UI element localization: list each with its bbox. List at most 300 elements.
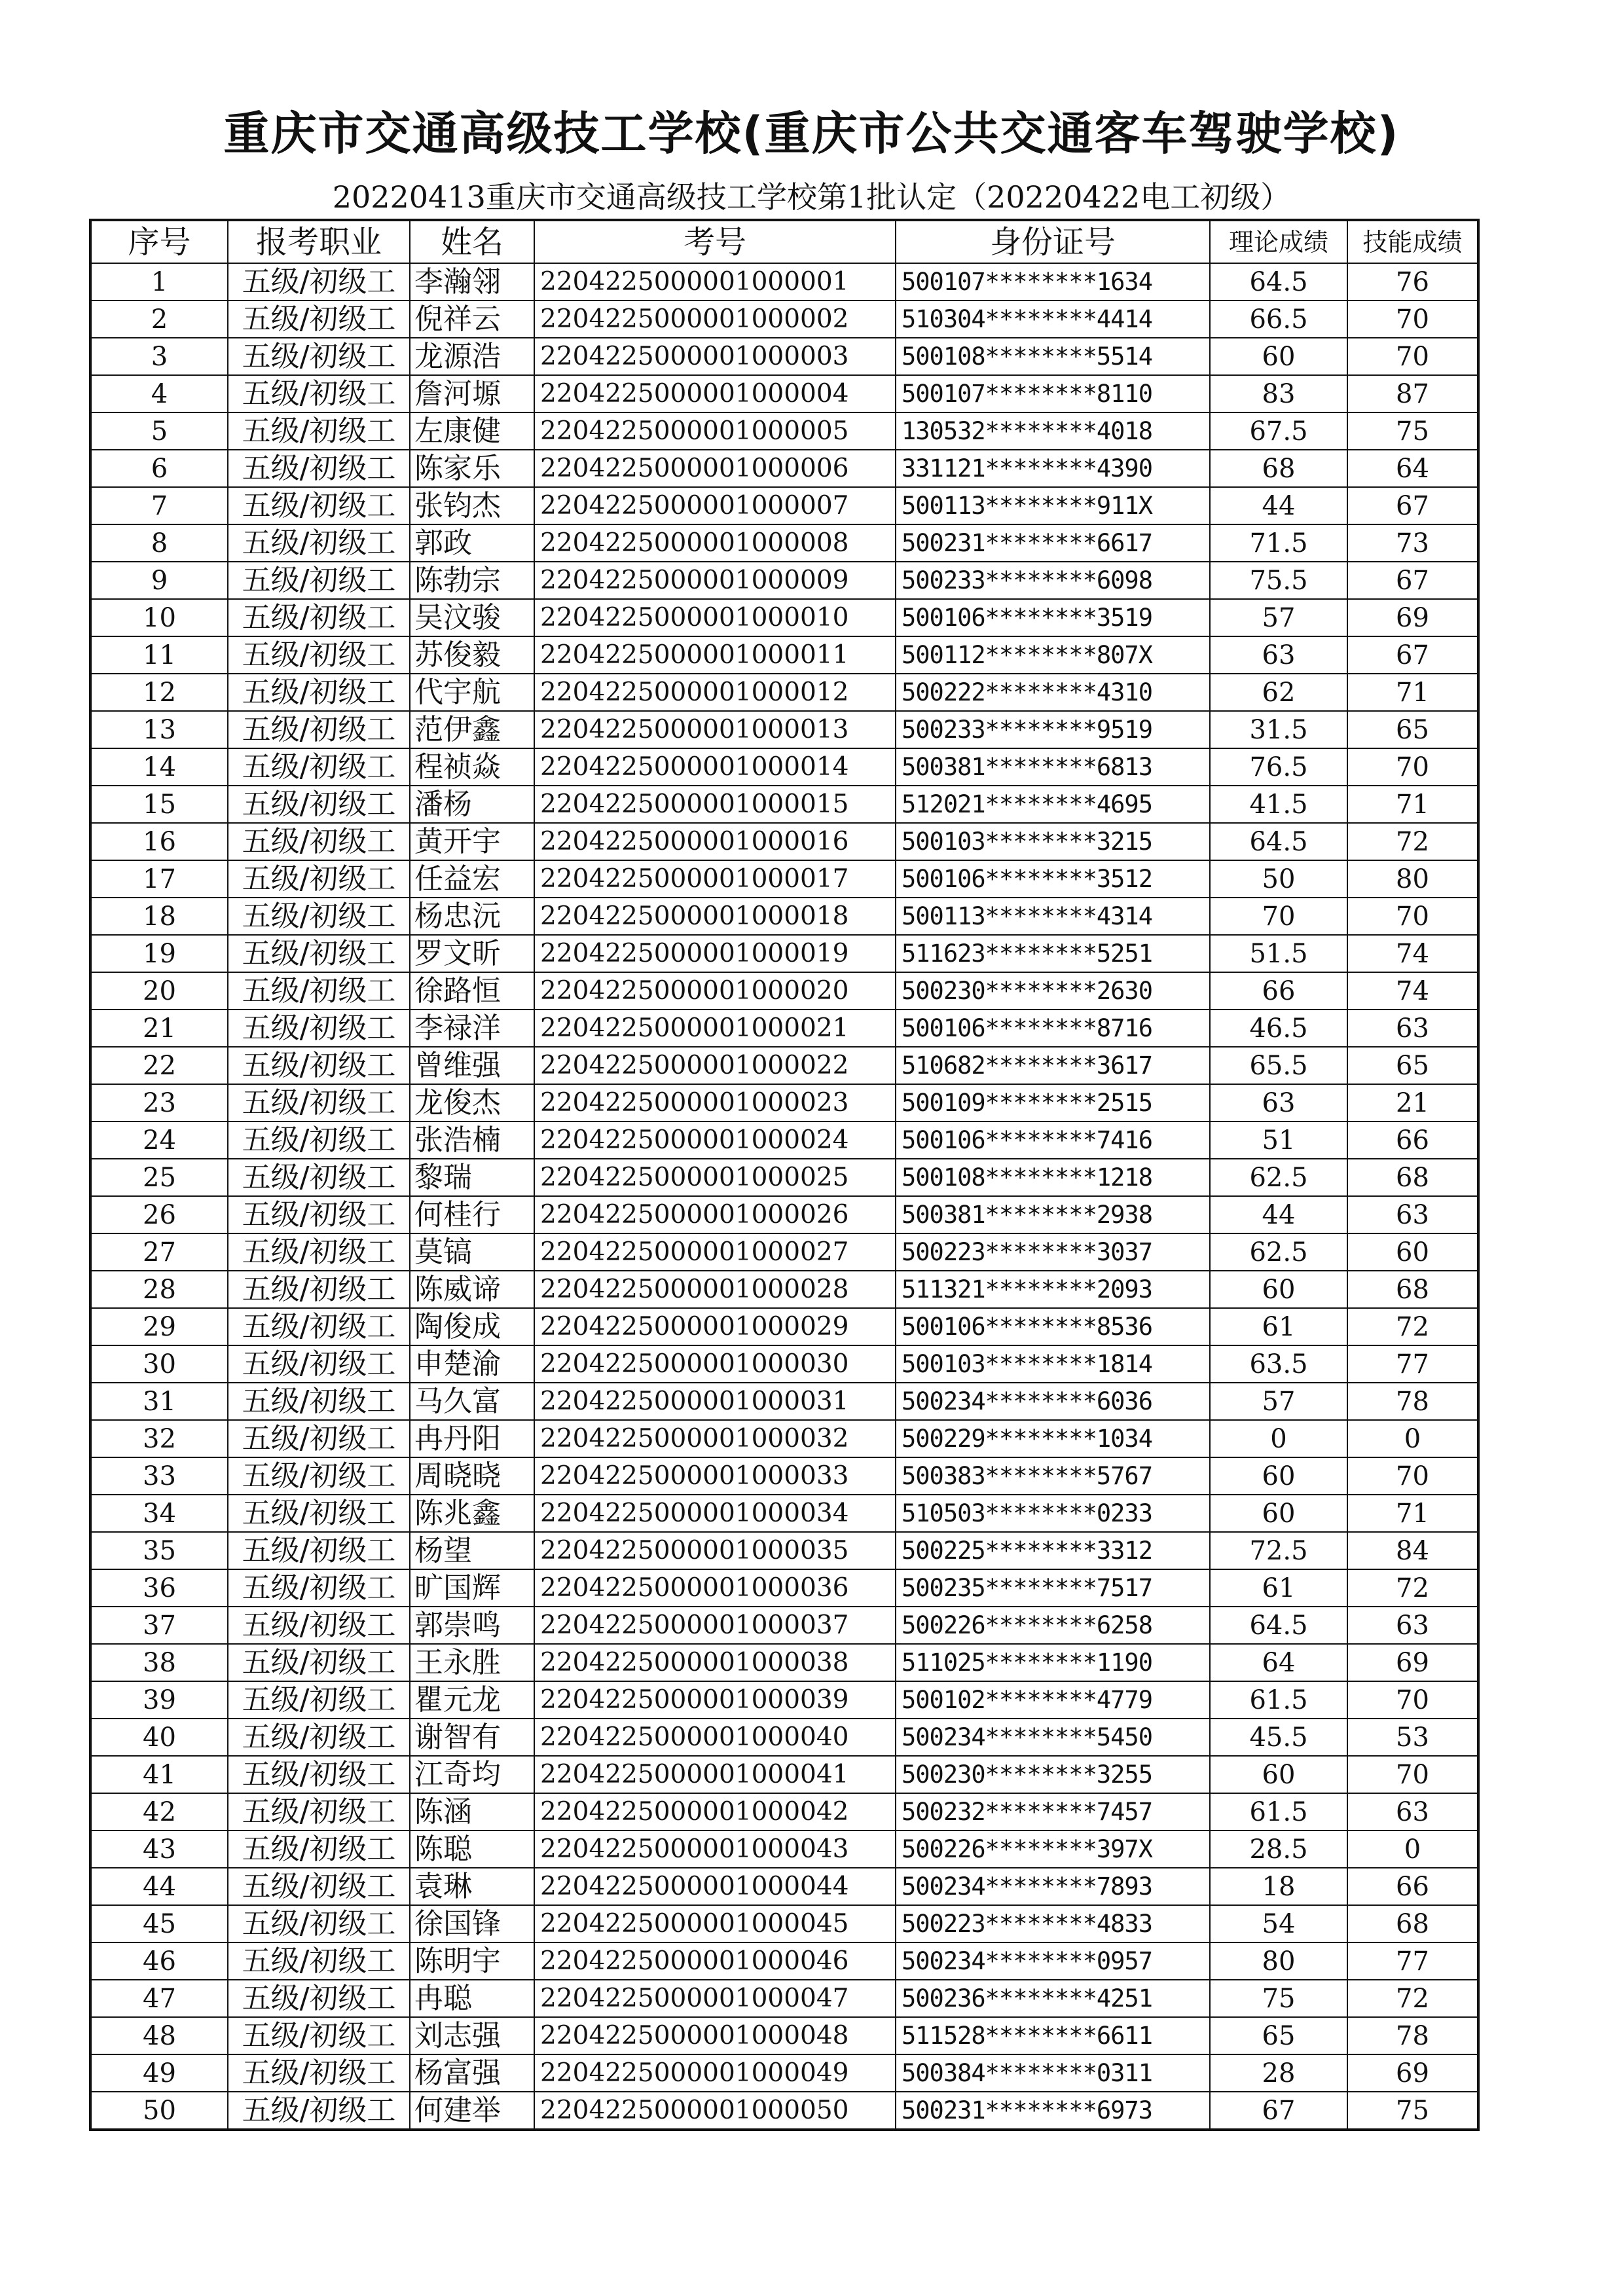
cell-skill-score: 66 (1347, 1121, 1478, 1159)
cell-seq: 4 (90, 375, 228, 412)
cell-id-no: 500109********2515 (896, 1084, 1210, 1121)
cell-level: 五级/初级工 (228, 1047, 410, 1084)
cell-level: 五级/初级工 (228, 1420, 410, 1457)
cell-level: 五级/初级工 (228, 301, 410, 338)
cell-level: 五级/初级工 (228, 1793, 410, 1831)
cell-id-no: 500103********1814 (896, 1345, 1210, 1383)
cell-seq: 41 (90, 1756, 228, 1793)
cell-seq: 26 (90, 1196, 228, 1233)
cell-name: 曾维强 (410, 1047, 534, 1084)
cell-id-no: 500225********3312 (896, 1532, 1210, 1569)
cell-exam-no: 2204225000001000005 (534, 412, 896, 450)
header-name: 姓名 (410, 220, 534, 263)
cell-name: 陶俊成 (410, 1308, 534, 1345)
cell-name: 郭崇鸣 (410, 1607, 534, 1644)
table-row (90, 1420, 1478, 1457)
cell-seq: 1 (90, 263, 228, 301)
cell-seq: 32 (90, 1420, 228, 1457)
cell-skill-score: 87 (1347, 375, 1478, 412)
cell-level: 五级/初级工 (228, 935, 410, 972)
cell-id-no: 500384********0311 (896, 2054, 1210, 2092)
cell-seq: 31 (90, 1383, 228, 1420)
cell-skill-score: 65 (1347, 711, 1478, 748)
cell-level: 五级/初级工 (228, 1719, 410, 1756)
cell-id-no: 500234********6036 (896, 1383, 1210, 1420)
cell-name: 代宇航 (410, 674, 534, 711)
table-row (90, 301, 1478, 338)
cell-seq: 19 (90, 935, 228, 972)
header-exam-no: 考号 (534, 220, 896, 263)
cell-exam-no: 2204225000001000008 (534, 524, 896, 562)
cell-exam-no: 2204225000001000001 (534, 263, 896, 301)
cell-level: 五级/初级工 (228, 860, 410, 898)
table-row (90, 1831, 1478, 1868)
cell-exam-no: 2204225000001000037 (534, 1607, 896, 1644)
cell-exam-no: 2204225000001000012 (534, 674, 896, 711)
cell-seq: 43 (90, 1831, 228, 1868)
cell-theory-score: 62.5 (1210, 1233, 1347, 1271)
header-row (90, 220, 1478, 263)
cell-id-no: 500233********6098 (896, 562, 1210, 599)
cell-id-no: 500381********6813 (896, 748, 1210, 786)
cell-theory-score: 65 (1210, 2017, 1347, 2054)
table-row (90, 562, 1478, 599)
cell-skill-score: 78 (1347, 1383, 1478, 1420)
table-row (90, 1569, 1478, 1607)
cell-exam-no: 2204225000001000036 (534, 1569, 896, 1607)
cell-exam-no: 2204225000001000014 (534, 748, 896, 786)
cell-exam-no: 2204225000001000019 (534, 935, 896, 972)
cell-name: 何桂行 (410, 1196, 534, 1233)
cell-level: 五级/初级工 (228, 1084, 410, 1121)
cell-seq: 50 (90, 2092, 228, 2130)
cell-id-no: 500232********7457 (896, 1793, 1210, 1831)
cell-level: 五级/初级工 (228, 338, 410, 375)
cell-skill-score: 0 (1347, 1831, 1478, 1868)
table-row (90, 1010, 1478, 1047)
cell-name: 陈家乐 (410, 450, 534, 487)
cell-theory-score: 83 (1210, 375, 1347, 412)
cell-level: 五级/初级工 (228, 898, 410, 935)
cell-id-no: 500231********6973 (896, 2092, 1210, 2130)
cell-id-no: 500108********5514 (896, 338, 1210, 375)
cell-theory-score: 44 (1210, 487, 1347, 524)
table-row (90, 860, 1478, 898)
cell-seq: 6 (90, 450, 228, 487)
cell-id-no: 500229********1034 (896, 1420, 1210, 1457)
cell-name: 申楚渝 (410, 1345, 534, 1383)
table-row (90, 1868, 1478, 1905)
cell-skill-score: 64 (1347, 450, 1478, 487)
table-row (90, 2017, 1478, 2054)
cell-level: 五级/初级工 (228, 1271, 410, 1308)
cell-name: 郭政 (410, 524, 534, 562)
table-row (90, 524, 1478, 562)
cell-seq: 36 (90, 1569, 228, 1607)
table-row (90, 711, 1478, 748)
cell-level: 五级/初级工 (228, 2017, 410, 2054)
cell-id-no: 500235********7517 (896, 1569, 1210, 1607)
table-row (90, 450, 1478, 487)
cell-seq: 39 (90, 1681, 228, 1719)
cell-theory-score: 18 (1210, 1868, 1347, 1905)
cell-name: 苏俊毅 (410, 636, 534, 674)
cell-name: 程祯焱 (410, 748, 534, 786)
cell-id-no: 511321********2093 (896, 1271, 1210, 1308)
cell-seq: 27 (90, 1233, 228, 1271)
cell-theory-score: 60 (1210, 1271, 1347, 1308)
cell-level: 五级/初级工 (228, 412, 410, 450)
cell-seq: 46 (90, 1942, 228, 1980)
cell-level: 五级/初级工 (228, 1010, 410, 1047)
cell-exam-no: 2204225000001000050 (534, 2092, 896, 2130)
cell-exam-no: 2204225000001000041 (534, 1756, 896, 1793)
cell-theory-score: 41.5 (1210, 786, 1347, 823)
table-row (90, 898, 1478, 935)
cell-name: 杨富强 (410, 2054, 534, 2092)
cell-exam-no: 2204225000001000038 (534, 1644, 896, 1681)
cell-skill-score: 73 (1347, 524, 1478, 562)
cell-id-no: 500113********4314 (896, 898, 1210, 935)
cell-name: 谢智有 (410, 1719, 534, 1756)
table-row (90, 1644, 1478, 1681)
cell-id-no: 500226********397X (896, 1831, 1210, 1868)
cell-theory-score: 65.5 (1210, 1047, 1347, 1084)
cell-skill-score: 63 (1347, 1793, 1478, 1831)
cell-skill-score: 63 (1347, 1196, 1478, 1233)
cell-exam-no: 2204225000001000029 (534, 1308, 896, 1345)
cell-theory-score: 80 (1210, 1942, 1347, 1980)
cell-seq: 28 (90, 1271, 228, 1308)
cell-seq: 7 (90, 487, 228, 524)
cell-skill-score: 72 (1347, 1980, 1478, 2017)
cell-level: 五级/初级工 (228, 1159, 410, 1196)
cell-skill-score: 70 (1347, 898, 1478, 935)
cell-id-no: 500234********7893 (896, 1868, 1210, 1905)
cell-theory-score: 68 (1210, 450, 1347, 487)
cell-level: 五级/初级工 (228, 1345, 410, 1383)
cell-seq: 25 (90, 1159, 228, 1196)
table-row (90, 1233, 1478, 1271)
cell-theory-score: 60 (1210, 338, 1347, 375)
table-row (90, 2054, 1478, 2092)
cell-id-no: 500223********3037 (896, 1233, 1210, 1271)
cell-seq: 13 (90, 711, 228, 748)
cell-skill-score: 67 (1347, 636, 1478, 674)
cell-theory-score: 62 (1210, 674, 1347, 711)
cell-name: 李禄洋 (410, 1010, 534, 1047)
cell-seq: 24 (90, 1121, 228, 1159)
cell-skill-score: 67 (1347, 487, 1478, 524)
cell-level: 五级/初级工 (228, 599, 410, 636)
cell-name: 詹河塬 (410, 375, 534, 412)
cell-level: 五级/初级工 (228, 1532, 410, 1569)
cell-id-no: 500236********4251 (896, 1980, 1210, 2017)
table-row (90, 748, 1478, 786)
cell-seq: 14 (90, 748, 228, 786)
cell-skill-score: 69 (1347, 1644, 1478, 1681)
cell-exam-no: 2204225000001000042 (534, 1793, 896, 1831)
cell-seq: 11 (90, 636, 228, 674)
table-row (90, 1532, 1478, 1569)
cell-name: 瞿元龙 (410, 1681, 534, 1719)
cell-id-no: 511623********5251 (896, 935, 1210, 972)
table-row (90, 823, 1478, 860)
table-row (90, 1942, 1478, 1980)
cell-theory-score: 61 (1210, 1308, 1347, 1345)
cell-skill-score: 66 (1347, 1868, 1478, 1905)
table-row (90, 636, 1478, 674)
table-row (90, 1084, 1478, 1121)
cell-exam-no: 2204225000001000004 (534, 375, 896, 412)
table-row (90, 487, 1478, 524)
cell-name: 李瀚翎 (410, 263, 534, 301)
cell-theory-score: 66.5 (1210, 301, 1347, 338)
cell-seq: 29 (90, 1308, 228, 1345)
table-row (90, 263, 1478, 301)
table-row (90, 1196, 1478, 1233)
cell-name: 旷国辉 (410, 1569, 534, 1607)
cell-level: 五级/初级工 (228, 1756, 410, 1793)
cell-skill-score: 70 (1347, 1681, 1478, 1719)
cell-name: 杨忠沅 (410, 898, 534, 935)
cell-skill-score: 71 (1347, 786, 1478, 823)
cell-theory-score: 75.5 (1210, 562, 1347, 599)
cell-name: 陈涵 (410, 1793, 534, 1831)
cell-exam-no: 2204225000001000021 (534, 1010, 896, 1047)
cell-id-no: 500102********4779 (896, 1681, 1210, 1719)
cell-skill-score: 0 (1347, 1420, 1478, 1457)
cell-level: 五级/初级工 (228, 562, 410, 599)
cell-theory-score: 54 (1210, 1905, 1347, 1942)
cell-seq: 45 (90, 1905, 228, 1942)
cell-name: 潘杨 (410, 786, 534, 823)
cell-id-no: 500106********3512 (896, 860, 1210, 898)
cell-id-no: 500234********5450 (896, 1719, 1210, 1756)
cell-theory-score: 50 (1210, 860, 1347, 898)
cell-id-no: 500233********9519 (896, 711, 1210, 748)
cell-name: 罗文昕 (410, 935, 534, 972)
table-body (90, 263, 1478, 2130)
cell-name: 龙俊杰 (410, 1084, 534, 1121)
cell-exam-no: 2204225000001000023 (534, 1084, 896, 1121)
cell-seq: 47 (90, 1980, 228, 2017)
cell-id-no: 511025********1190 (896, 1644, 1210, 1681)
cell-exam-no: 2204225000001000003 (534, 338, 896, 375)
cell-id-no: 500234********0957 (896, 1942, 1210, 1980)
cell-skill-score: 71 (1347, 674, 1478, 711)
cell-exam-no: 2204225000001000009 (534, 562, 896, 599)
cell-exam-no: 2204225000001000020 (534, 972, 896, 1010)
table-row (90, 599, 1478, 636)
cell-name: 何建举 (410, 2092, 534, 2130)
cell-id-no: 500231********6617 (896, 524, 1210, 562)
cell-theory-score: 67.5 (1210, 412, 1347, 450)
cell-id-no: 500226********6258 (896, 1607, 1210, 1644)
cell-exam-no: 2204225000001000026 (534, 1196, 896, 1233)
cell-seq: 16 (90, 823, 228, 860)
cell-skill-score: 84 (1347, 1532, 1478, 1569)
cell-theory-score: 28.5 (1210, 1831, 1347, 1868)
cell-exam-no: 2204225000001000044 (534, 1868, 896, 1905)
cell-seq: 18 (90, 898, 228, 935)
cell-skill-score: 75 (1347, 2092, 1478, 2130)
cell-name: 张浩楠 (410, 1121, 534, 1159)
cell-theory-score: 64.5 (1210, 823, 1347, 860)
cell-exam-no: 2204225000001000006 (534, 450, 896, 487)
cell-skill-score: 77 (1347, 1942, 1478, 1980)
table-row (90, 1793, 1478, 1831)
table-row (90, 1905, 1478, 1942)
cell-skill-score: 68 (1347, 1271, 1478, 1308)
cell-theory-score: 76.5 (1210, 748, 1347, 786)
cell-theory-score: 61.5 (1210, 1681, 1347, 1719)
cell-seq: 30 (90, 1345, 228, 1383)
cell-skill-score: 70 (1347, 1457, 1478, 1495)
cell-exam-no: 2204225000001000024 (534, 1121, 896, 1159)
cell-exam-no: 2204225000001000049 (534, 2054, 896, 2092)
header-skill-score: 技能成绩 (1347, 220, 1478, 263)
cell-seq: 37 (90, 1607, 228, 1644)
cell-id-no: 500106********8536 (896, 1308, 1210, 1345)
cell-exam-no: 2204225000001000040 (534, 1719, 896, 1756)
cell-skill-score: 69 (1347, 599, 1478, 636)
header-seq: 序号 (90, 220, 228, 263)
cell-name: 陈明宇 (410, 1942, 534, 1980)
cell-skill-score: 71 (1347, 1495, 1478, 1532)
cell-seq: 44 (90, 1868, 228, 1905)
cell-level: 五级/初级工 (228, 524, 410, 562)
cell-skill-score: 63 (1347, 1010, 1478, 1047)
cell-skill-score: 21 (1347, 1084, 1478, 1121)
cell-name: 倪祥云 (410, 301, 534, 338)
cell-skill-score: 72 (1347, 1308, 1478, 1345)
table-row (90, 1980, 1478, 2017)
cell-theory-score: 66 (1210, 972, 1347, 1010)
table-row (90, 1159, 1478, 1196)
cell-skill-score: 75 (1347, 412, 1478, 450)
cell-id-no: 500230********3255 (896, 1756, 1210, 1793)
cell-theory-score: 71.5 (1210, 524, 1347, 562)
table-row (90, 935, 1478, 972)
cell-name: 张钧杰 (410, 487, 534, 524)
cell-seq: 21 (90, 1010, 228, 1047)
cell-exam-no: 2204225000001000045 (534, 1905, 896, 1942)
document-subtitle: 20220413重庆市交通高级技工学校第1批认定（20220422电工初级） (332, 179, 1291, 215)
cell-exam-no: 2204225000001000017 (534, 860, 896, 898)
table-row (90, 338, 1478, 375)
cell-level: 五级/初级工 (228, 1457, 410, 1495)
header-level: 报考职业 (228, 220, 410, 263)
cell-theory-score: 63 (1210, 1084, 1347, 1121)
cell-theory-score: 64 (1210, 1644, 1347, 1681)
cell-exam-no: 2204225000001000002 (534, 301, 896, 338)
score-table (89, 219, 1480, 2131)
cell-seq: 38 (90, 1644, 228, 1681)
cell-level: 五级/初级工 (228, 375, 410, 412)
table-header (90, 220, 1478, 263)
cell-theory-score: 57 (1210, 1383, 1347, 1420)
cell-level: 五级/初级工 (228, 1980, 410, 2017)
cell-seq: 48 (90, 2017, 228, 2054)
cell-exam-no: 2204225000001000016 (534, 823, 896, 860)
cell-exam-no: 2204225000001000015 (534, 786, 896, 823)
cell-seq: 17 (90, 860, 228, 898)
table-row (90, 1271, 1478, 1308)
cell-level: 五级/初级工 (228, 1681, 410, 1719)
cell-skill-score: 69 (1347, 2054, 1478, 2092)
table-row (90, 1457, 1478, 1495)
cell-theory-score: 44 (1210, 1196, 1347, 1233)
cell-seq: 12 (90, 674, 228, 711)
cell-name: 范伊鑫 (410, 711, 534, 748)
cell-name: 徐路恒 (410, 972, 534, 1010)
cell-exam-no: 2204225000001000022 (534, 1047, 896, 1084)
cell-id-no: 500222********4310 (896, 674, 1210, 711)
cell-exam-no: 2204225000001000007 (534, 487, 896, 524)
cell-id-no: 130532********4018 (896, 412, 1210, 450)
cell-level: 五级/初级工 (228, 972, 410, 1010)
cell-name: 龙源浩 (410, 338, 534, 375)
cell-id-no: 500383********5767 (896, 1457, 1210, 1495)
cell-theory-score: 45.5 (1210, 1719, 1347, 1756)
cell-exam-no: 2204225000001000035 (534, 1532, 896, 1569)
cell-seq: 2 (90, 301, 228, 338)
cell-skill-score: 72 (1347, 1569, 1478, 1607)
cell-theory-score: 0 (1210, 1420, 1347, 1457)
cell-name: 陈勃宗 (410, 562, 534, 599)
cell-seq: 20 (90, 972, 228, 1010)
cell-theory-score: 72.5 (1210, 1532, 1347, 1569)
document-title: 重庆市交通高级技工学校(重庆市公共交通客车驾驶学校) (223, 107, 1400, 160)
cell-id-no: 500381********2938 (896, 1196, 1210, 1233)
cell-name: 左康健 (410, 412, 534, 450)
cell-theory-score: 51.5 (1210, 935, 1347, 972)
cell-skill-score: 70 (1347, 1756, 1478, 1793)
cell-exam-no: 2204225000001000025 (534, 1159, 896, 1196)
cell-id-no: 331121********4390 (896, 450, 1210, 487)
table-row (90, 1607, 1478, 1644)
cell-seq: 5 (90, 412, 228, 450)
table-row (90, 412, 1478, 450)
cell-skill-score: 76 (1347, 263, 1478, 301)
cell-theory-score: 60 (1210, 1457, 1347, 1495)
cell-id-no: 500106********7416 (896, 1121, 1210, 1159)
cell-level: 五级/初级工 (228, 450, 410, 487)
cell-theory-score: 28 (1210, 2054, 1347, 2092)
cell-level: 五级/初级工 (228, 263, 410, 301)
cell-seq: 10 (90, 599, 228, 636)
cell-level: 五级/初级工 (228, 1942, 410, 1980)
cell-level: 五级/初级工 (228, 711, 410, 748)
cell-skill-score: 78 (1347, 2017, 1478, 2054)
cell-skill-score: 74 (1347, 972, 1478, 1010)
cell-theory-score: 64.5 (1210, 263, 1347, 301)
cell-theory-score: 61.5 (1210, 1793, 1347, 1831)
cell-level: 五级/初级工 (228, 786, 410, 823)
cell-skill-score: 53 (1347, 1719, 1478, 1756)
cell-name: 冉丹阳 (410, 1420, 534, 1457)
cell-level: 五级/初级工 (228, 1644, 410, 1681)
cell-skill-score: 72 (1347, 823, 1478, 860)
cell-exam-no: 2204225000001000028 (534, 1271, 896, 1308)
cell-id-no: 500108********1218 (896, 1159, 1210, 1196)
cell-level: 五级/初级工 (228, 1831, 410, 1868)
cell-skill-score: 67 (1347, 562, 1478, 599)
cell-level: 五级/初级工 (228, 1233, 410, 1271)
cell-level: 五级/初级工 (228, 823, 410, 860)
cell-theory-score: 61 (1210, 1569, 1347, 1607)
